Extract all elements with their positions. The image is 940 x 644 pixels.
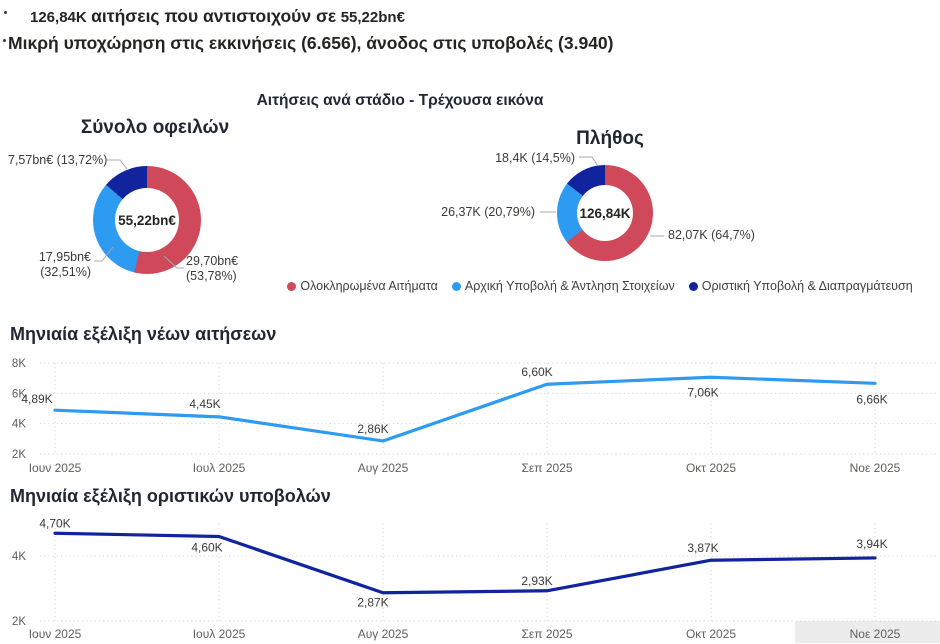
donut2-center-value: 126,84K bbox=[579, 205, 631, 221]
data-label: 6,66K bbox=[856, 392, 888, 407]
x-tick-label: Σεπ 2025 bbox=[521, 461, 573, 475]
header-line1-text: αιτήσεις που αντιστοιχούν σε bbox=[91, 6, 337, 26]
data-label: 2,87K bbox=[357, 595, 389, 610]
x-tick-label: Ιουν 2025 bbox=[28, 461, 82, 475]
line-chart1-title: Μηνιαία εξέλιξη νέων αιτήσεων bbox=[10, 324, 277, 344]
data-label: 4,89K bbox=[21, 392, 53, 407]
data-label: 3,94K bbox=[856, 536, 888, 551]
line-chart1[interactable] bbox=[0, 355, 940, 480]
line-series[interactable] bbox=[55, 377, 875, 441]
donut2-title: Πλήθος bbox=[576, 128, 644, 149]
legend-item-completed[interactable]: Ολοκληρωμένα Αιτήματα bbox=[287, 279, 438, 293]
header-line1 bbox=[30, 6, 405, 27]
x-tick-label: Ιουλ 2025 bbox=[192, 627, 246, 641]
total-amount-value: 55,22bn€ bbox=[340, 9, 405, 26]
x-tick-label: Ιουν 2025 bbox=[28, 627, 82, 641]
legend-dot-blue bbox=[452, 282, 461, 291]
donut2-label-red: 82,07K (64,7%) bbox=[668, 228, 755, 242]
bullet-dot bbox=[4, 11, 7, 14]
donut2-label-navy: 18,4K (14,5%) bbox=[495, 151, 575, 165]
donut1-title: Σύνολο οφειλών bbox=[80, 117, 230, 138]
legend-dot-red bbox=[287, 282, 296, 291]
x-tick-label: Αυγ 2025 bbox=[357, 461, 409, 475]
x-tick-label: Οκτ 2025 bbox=[685, 461, 737, 475]
chart-legend bbox=[260, 279, 940, 293]
legend-item-initial-submission[interactable]: Αρχική Υποβολή & Άντληση Στοιχείων bbox=[452, 279, 675, 293]
header-line2: Μικρή υποχώρηση στις εκκινήσεις (6.656), άνοδος στις υποβολές (3.940) bbox=[8, 33, 614, 53]
applications-count-value: 126,84K bbox=[30, 9, 87, 26]
y-tick-label: 6K bbox=[11, 388, 26, 401]
data-label: 4,60K bbox=[191, 540, 223, 555]
x-tick-label: Ιουλ 2025 bbox=[192, 461, 246, 475]
donut1-label-blue: 17,95bn€ (32,51%) bbox=[38, 250, 91, 279]
y-tick-label: 2K bbox=[11, 449, 26, 461]
section-title: Αιτήσεις ανά στάδιο - Τρέχουσα εικόνα bbox=[256, 92, 544, 109]
data-label: 2,86K bbox=[357, 421, 389, 436]
legend-item-final-submission[interactable]: Οριστική Υποβολή & Διαπραγμάτευση bbox=[689, 279, 913, 293]
x-tick-label: Αυγ 2025 bbox=[357, 627, 409, 641]
bullet-dot bbox=[3, 39, 6, 42]
y-tick-label: 2K bbox=[11, 616, 26, 628]
data-label: 6,60K bbox=[521, 365, 553, 380]
data-label: 3,87K bbox=[687, 541, 719, 556]
data-label: 4,70K bbox=[39, 516, 71, 531]
x-tick-label: Νοε 2025 bbox=[849, 461, 901, 475]
donut2-hole bbox=[577, 185, 633, 241]
donut1-center-value: 55,22bn€ bbox=[118, 212, 176, 228]
y-tick-label: 8K bbox=[11, 358, 26, 370]
x-tick-label: Νοε 2025 bbox=[849, 627, 901, 641]
donut2-label-blue: 26,37K (20,79%) bbox=[441, 205, 535, 219]
x-tick-label: Οκτ 2025 bbox=[685, 627, 737, 641]
line-chart2[interactable] bbox=[0, 515, 940, 644]
legend-dot-navy bbox=[689, 282, 698, 291]
data-label: 2,93K bbox=[521, 573, 553, 588]
data-label: 7,06K bbox=[687, 385, 719, 400]
x-tick-label: Σεπ 2025 bbox=[521, 627, 573, 641]
donut1-label-navy: 7,57bn€ (13,72%) bbox=[8, 153, 108, 167]
y-tick-label: 4K bbox=[11, 418, 26, 431]
line-chart2-title: Μηνιαία εξέλιξη οριστικών υποβολών bbox=[10, 486, 331, 506]
donut1-label-red: 29,70bn€ (53,78%) bbox=[186, 254, 239, 283]
line-series[interactable] bbox=[55, 533, 875, 592]
data-label: 4,45K bbox=[189, 396, 221, 411]
y-tick-label: 4K bbox=[11, 551, 26, 563]
donut1-hole bbox=[115, 188, 179, 252]
